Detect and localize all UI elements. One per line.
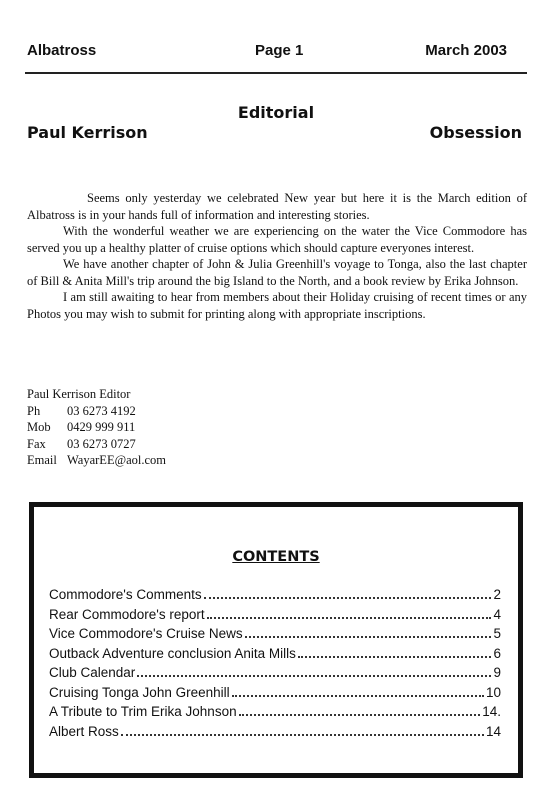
issue-date: March 2003 [425, 42, 507, 59]
leader-dots [137, 675, 491, 677]
contact-label: Fax [27, 436, 46, 451]
contents-item [49, 685, 501, 705]
publication-name: Albatross [27, 42, 97, 59]
contents-item-title: Vice Commodore's Cruise News [49, 626, 243, 641]
contents-item-page: 6 [493, 645, 501, 661]
contact-value: 0429 999 911 [67, 420, 136, 434]
contents-item-title: Outback Adventure conclusion Anita Mills [49, 645, 296, 661]
paragraph: With the wonderful weather we are experiencing on the water the Vice Commodore has served you up a healthy platter of cruise options which should capture everyones interest. [27, 224, 527, 255]
contents-item [49, 646, 501, 666]
contact-label: Mob [27, 420, 51, 434]
editorial-author: Paul Kerrison [27, 123, 148, 142]
leader-dots [239, 714, 481, 716]
header-divider [25, 72, 527, 74]
contents-item [49, 665, 501, 685]
contents-item [49, 704, 501, 724]
contents-box [29, 502, 523, 778]
leader-dots [204, 597, 492, 599]
contact-value: 03 6273 0727 [67, 436, 136, 451]
contact-block [27, 386, 166, 469]
contact-value: 03 6273 4192 [67, 403, 136, 418]
leader-dots [207, 617, 492, 619]
contents-item-title: Rear Commodore's report [49, 606, 205, 622]
contact-row [27, 403, 166, 420]
leader-dots [232, 695, 484, 697]
contents-item-title: A Tribute to Trim Erika Johnson [49, 704, 237, 719]
paragraph: Seems only yesterday we celebrated New year but here it is the March edition of Albatross is in your hands full of information and interesting stories. [27, 191, 527, 222]
contents-item-page: 9 [493, 665, 501, 680]
contents-item [49, 626, 501, 646]
contact-name: Paul Kerrison Editor [27, 387, 131, 401]
contact-row [27, 419, 166, 436]
contents-item [49, 724, 501, 744]
contents-item-title: Cruising Tonga John Greenhill [49, 684, 230, 700]
contents-item-title: Commodore's Comments [49, 587, 202, 602]
contents-item [49, 587, 501, 607]
contents-list [49, 587, 501, 743]
contents-item-title: Albert Ross [49, 723, 119, 739]
editorial-topic: Obsession [429, 123, 522, 142]
leader-dots [298, 656, 492, 658]
contents-item-page: 14. [482, 704, 501, 719]
leader-dots [121, 734, 484, 736]
contents-title: CONTENTS [232, 549, 320, 565]
contents-item-page: 2 [493, 587, 501, 602]
contact-label: Email [27, 453, 57, 467]
contact-row [27, 436, 166, 453]
editorial-title: Editorial [237, 103, 315, 122]
contents-item-title: Club Calendar [49, 665, 136, 680]
editorial-body [27, 190, 527, 322]
contents-item-page: 14 [485, 723, 501, 739]
paragraph: We have another chapter of John & Julia Greenhill's voyage to Tonga, also the last chapter of Bill & Anita Mill's trip around the big Island to the North, and a book review by Erika Johnson. [27, 257, 527, 288]
paragraph: I am still awaiting to hear from members about their Holiday cruising of recent times or any Photos you may wish to submit for printing along with appropriate inscriptions. [27, 290, 527, 321]
contents-item-page: 4 [493, 606, 501, 622]
contents-item-page: 10 [485, 684, 501, 700]
contents-item-page: 5 [493, 626, 501, 641]
contact-label: Ph [27, 403, 41, 418]
contact-value: WayarEE@aol.com [67, 453, 167, 467]
page-number: Page 1 [255, 42, 304, 59]
page-header [25, 38, 527, 64]
contact-row [27, 452, 166, 469]
leader-dots [245, 636, 492, 638]
contents-item [49, 607, 501, 627]
